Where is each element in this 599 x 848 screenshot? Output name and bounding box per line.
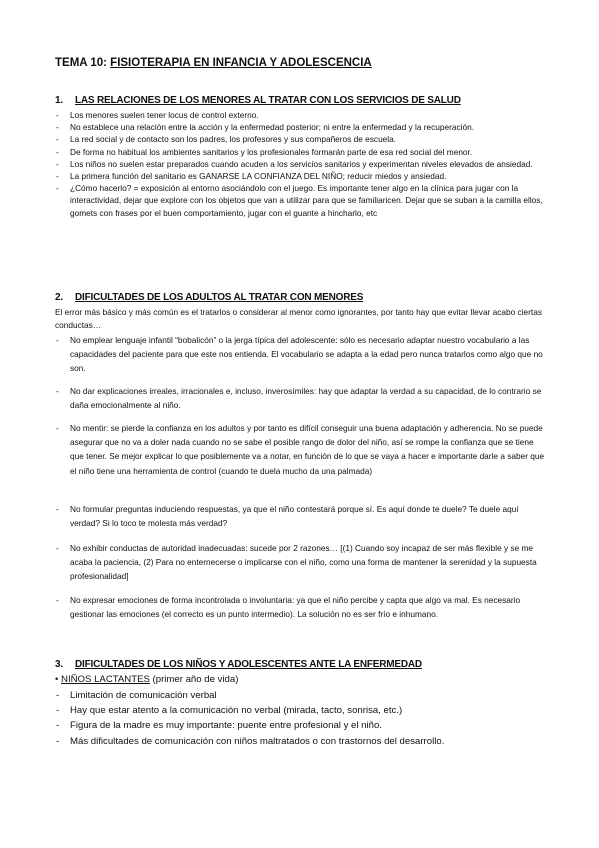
dash-marker: - [56, 134, 59, 145]
list-item: - Limitación de comunicación verbal [55, 688, 545, 703]
section2-number: 2. [55, 292, 63, 303]
bullet-icon: • [55, 674, 59, 685]
dash-marker: - [56, 146, 59, 157]
dash-marker: - [56, 386, 59, 396]
dash-marker: - [56, 690, 60, 701]
section2-list-item-5 [55, 541, 545, 584]
dash-marker: - [56, 720, 60, 732]
section1-number: 1. [55, 95, 63, 106]
section2-heading-text: DIFICULTADES DE LOS ADULTOS AL TRATAR CON MENORES [75, 292, 364, 303]
list-item: - No formular preguntas induciendo respuestas, ya que el niño contestará porque sí. Es aquí donde te duele? Te duele aquí verdad? Si lo toco te molesta más verdad? [56, 504, 519, 529]
list-item: - ¿Cómo hacerlo? = exposición al entorno asociándolo con el juego. Es importante tener algo en la clínica para jugar con la interactividad, dejar que explore con los objetos que van a utilizar para que se familiaricen. Dejar que se suban a la camilla ellos, gomets con frases por el buen comportamiento, jugar con el guante a hincharlo, etc [56, 183, 543, 218]
dash-marker: - [56, 171, 59, 182]
section2-intro: El error más básico y más común es el tratarlos o considerar al menor como ignorantes, por tanto hay que evitar llevar acabo ciertas conductas… [55, 307, 542, 330]
section2-list-item-3 [55, 421, 545, 478]
section2-list-item-1 [55, 333, 545, 376]
list-item: - La primera función del sanitario es GANARSE LA CONFIANZA DEL NIÑO; reducir miedos y ansiedad. [56, 171, 447, 182]
dash-marker: - [56, 335, 59, 345]
list-item: - No expresar emociones de forma incontrolada o involuntaria: ya que el niño percibe y capta que algo va mal. Es necesario gestionar las emociones (el correcto es un punto intermedio). La solución no es ser frío e inhumano. [56, 595, 521, 620]
list-item: - Los menores suelen tener locus de control externo. [56, 110, 259, 120]
title-main: FISIOTERAPIA EN INFANCIA Y ADOLESCENCIA [110, 57, 372, 69]
section3-heading [55, 659, 422, 670]
dash-marker: - [56, 110, 59, 120]
dash-marker: - [56, 122, 59, 133]
subheading-text: NIÑOS LACTANTES [61, 674, 150, 685]
dash-marker: - [56, 183, 59, 194]
section1-heading [55, 95, 461, 106]
list-item: - Los niños no suelen estar preparados cuando acuden a los servicios sanitarios y experimentan niveles elevados de ansiedad. [56, 158, 533, 169]
list-item: - Figura de la madre es muy importante: puente entre profesional y el niño. [55, 718, 545, 733]
list-item: - No emplear lenguaje infantil “bobalicón” o la jerga típica del adolescente: sólo es necesario adaptar nuestro vocabulario a las capacidades del paciente para que este nos entienda. El vocabulario se adapta a la edad pero nunca tratarlos como algo que no son. [56, 335, 543, 374]
dash-marker: - [56, 595, 59, 605]
section1-heading-text: LAS RELACIONES DE LOS MENORES AL TRATAR CON LOS SERVICIOS DE SALUD [75, 95, 461, 106]
section3-subheading [55, 674, 238, 685]
list-item: - No dar explicaciones irreales, irracionales e, incluso, inverosímiles: hay que adaptar la verdad a su capacidad, de lo contrario se daña emocionalmente al niño. [56, 386, 542, 411]
section3-list [55, 688, 545, 749]
document-title [55, 57, 372, 69]
section1-list [55, 109, 545, 219]
list-item: - Más dificultades de comunicación con niños maltratados o con trastornos del desarrollo. [55, 734, 545, 749]
dash-marker: - [56, 705, 60, 717]
section2-list-item-4 [55, 502, 545, 530]
list-item: - Hay que estar atento a la comunicación no verbal (mirada, tacto, sonrisa, etc.) [55, 703, 545, 718]
section3-heading-text: DIFICULTADES DE LOS NIÑOS Y ADOLESCENTES ANTE LA ENFERMEDAD [75, 659, 422, 670]
title-prefix: TEMA 10: [55, 57, 111, 69]
section3-number: 3. [55, 659, 63, 670]
section2-list-item-2 [55, 384, 545, 412]
subheading-note: (primer año de vida) [149, 674, 239, 685]
dash-marker: - [56, 543, 59, 553]
list-item: - No mentir: se pierde la confianza en los adultos y por tanto es difícil conseguir una buena adaptación y adherencia. No se puede asegurar que no va a doler nada cuando no se sabe el posible rango de dolor del niño, así se rompe la confianza que se tiene que tener. Se mejor explicar lo que posiblemente va a notar, en función de lo que se vaya a hacer e importante darle a saber que el niño tiene una herramienta de control (cuando te duela mucho da una palmada) [56, 423, 545, 476]
dash-marker: - [56, 423, 59, 433]
list-item: - No exhibir conductas de autoridad inadecuadas: sucede por 2 razones… [(1) Cuando soy incapaz de ser más flexible y se me acaba la paciencia, (2) Para no enternecerse o implicarse con el niño, como una forma de mantener la serenidad y la supuesta profesionalidad] [56, 543, 537, 582]
list-item: - No establece una relación entre la acción y la enfermedad posterior; ni entre la enfermedad y la recuperación. [56, 122, 475, 133]
dash-marker: - [56, 735, 60, 747]
list-item: - La red social y de contacto son los padres, los profesores y sus compañeros de escuela. [56, 134, 397, 145]
section2-list-item-6 [55, 593, 545, 621]
list-item: - De forma no habitual los ambientes sanitarios y los profesionales formarán parte de esa red social del menor. [56, 146, 473, 157]
dash-marker: - [56, 158, 59, 169]
dash-marker: - [56, 504, 59, 514]
section2-heading [55, 292, 363, 303]
